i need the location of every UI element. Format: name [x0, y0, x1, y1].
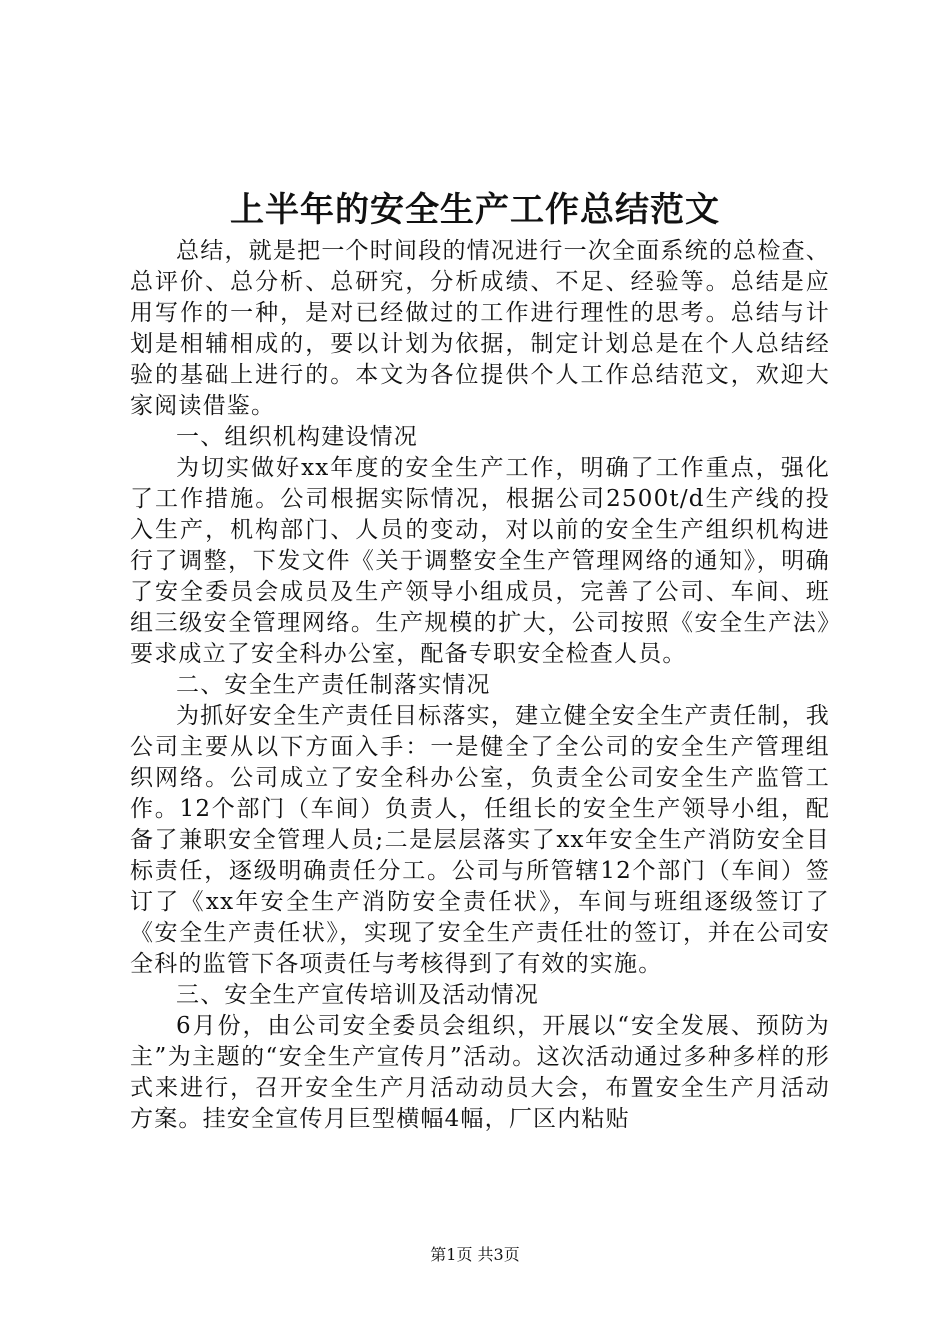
section-heading-3: 三、安全生产宣传培训及活动情况: [176, 982, 539, 1008]
document-body: [130, 236, 830, 1135]
section-heading-2: 二、安全生产责任制落实情况: [176, 672, 491, 698]
section-body-2: 为抓好安全生产责任目标落实，建立健全安全生产责任制，我公司主要从以下方面入手：一是健全了全公司的安全生产管理组织网络。公司成立了安全科办公室，负责全公司安全生产监管工作。12个部门（车间）负责人，任组长的安全生产领导小组，配备了兼职安全管理人员;二是层层落实了xx年安全生产消防安全目标责任，逐级明确责任分工。公司与所管辖12个部门（车间）签订了《xx年安全生产消防安全责任状》，车间与班组逐级签订了《安全生产责任状》，实现了安全生产责任壮的签订，并在公司安全科的监管下各项责任与考核得到了有效的实施。: [130, 703, 830, 977]
section-body-1: 为切实做好xx年度的安全生产工作，明确了工作重点，强化了工作措施。公司根据实际情况，根据公司2500t/d生产线的投入生产，机构部门、人员的变动，对以前的安全生产组织机构进行了调整，下发文件《关于调整安全生产管理网络的通知》，明确了安全委员会成员及生产领导小组成员，完善了公司、车间、班组三级安全管理网络。生产规模的扩大，公司按照《安全生产法》要求成立了安全科办公室，配备专职安全检查人员。: [130, 455, 830, 667]
section-body-3: 6月份，由公司安全委员会组织，开展以“安全发展、预防为主”为主题的“安全生产宣传月”活动。这次活动通过多种多样的形式来进行，召开安全生产月活动动员大会，布置安全生产月活动方案。挂安全宣传月巨型横幅4幅，厂区内粘贴: [130, 1013, 830, 1132]
section-heading-1: 一、组织机构建设情况: [176, 424, 418, 450]
document-title: 上半年的安全生产工作总结范文: [230, 190, 720, 230]
intro-paragraph: 总结，就是把一个时间段的情况进行一次全面系统的总检查、总评价、总分析、总研究，分析成绩、不足、经验等。总结是应用写作的一种，是对已经做过的工作进行理性的思考。总结与计划是相辅相成的，要以计划为依据，制定计划总是在个人总结经验的基础上进行的。本文为各位提供个人工作总结范文，欢迎大家阅读借鉴。: [130, 238, 830, 419]
page-footer: 第1页 共3页: [430, 1245, 520, 1264]
